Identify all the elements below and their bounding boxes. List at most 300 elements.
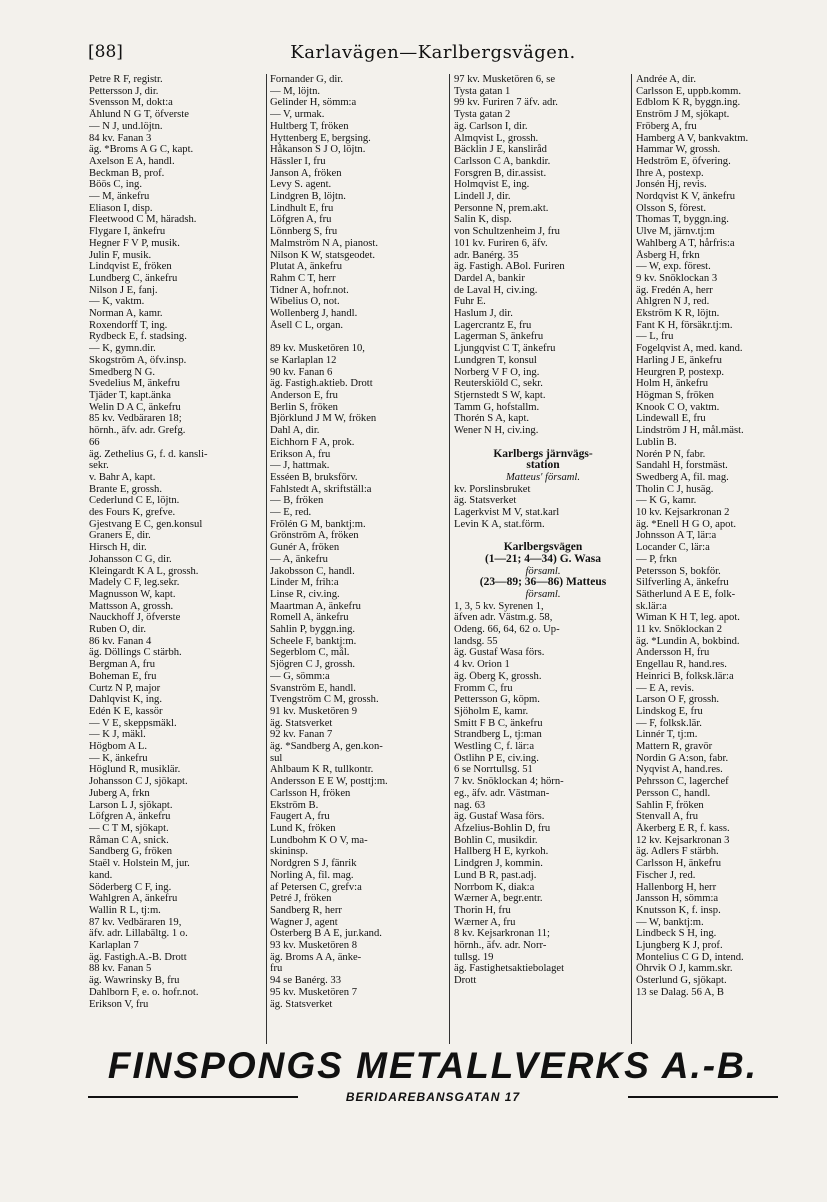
entry-line: 88 kv. Fanan 5	[89, 963, 152, 975]
ad-company-name: FINSPONGS METALLVERKS A.-B.	[107, 1045, 759, 1086]
entry-line: Råman C A, snick.	[89, 834, 169, 846]
entry-line: v. Bahr A, kapt.	[89, 471, 156, 483]
entry-line: Roxendorff T, ing.	[89, 319, 168, 331]
entry-line: Levin K A, stat.förm.	[454, 518, 545, 530]
entry-line: 12 kv. Kejsarkronan 3	[636, 834, 730, 846]
entry-line: Julin F, musik.	[89, 249, 152, 261]
entry-line: Matteus' församl.	[505, 471, 581, 483]
entry-line: Fuhr E.	[454, 296, 486, 308]
entry-line: Tholin C J, husäg.	[636, 483, 714, 495]
entry-line: äg. Statsverket	[270, 717, 333, 729]
entry-line: Grönström A, fröken	[270, 530, 359, 542]
entry-line: Dardel A, bankir	[454, 272, 525, 284]
entry-line: Nilson K W, statsgeodet.	[270, 249, 376, 261]
entry-line: Andrée A, dir.	[636, 74, 697, 85]
page-number: [88]	[88, 42, 123, 62]
entry-line: Lund B R, past.adj.	[454, 869, 537, 881]
entry-line: — J, hattmak.	[270, 460, 330, 472]
entry-line: Curtz N P, major	[89, 682, 161, 694]
entry-line: äg. Carlson I, dir.	[454, 120, 528, 132]
entry-line: äg. *Broms A G C, kapt.	[89, 144, 194, 156]
entry-line: Ekström B.	[270, 799, 319, 811]
entry-line: hörnh., äfv. adr. Norr-	[454, 940, 547, 952]
entry-line: 93 kv. Musketören 8	[270, 940, 357, 952]
entry-line: Gelinder H, sömm:a	[270, 97, 357, 109]
entry-line: äg. Zethelius G, f. d. kansli-	[89, 448, 208, 460]
entry-line: Ekström K R, löjtn.	[636, 308, 720, 320]
entry-line: 1, 3, 5 kv. Syrenen 1,	[454, 600, 544, 612]
entry-line: äg. Fastighetsaktiebolaget	[454, 963, 565, 975]
entry-line: äg. Broms A A, änke-	[270, 951, 362, 963]
entry-line: 99 kv. Furiren 7 äfv. adr.	[454, 97, 558, 109]
column-1	[89, 74, 275, 1044]
entry-line: Nilson J E, fanj.	[89, 284, 158, 296]
entry-line: Carlsson H, änkefru	[636, 858, 722, 870]
entry-line: Johansson C G, dir.	[89, 553, 172, 565]
entry-line: Bäcklin J E, kansliråd	[454, 144, 547, 156]
entry-line: 92 kv. Fanan 7	[270, 729, 333, 741]
entry-line: Hallenborg H, herr	[636, 881, 717, 893]
entry-line: — K, gymn.dir.	[89, 343, 156, 355]
entry-line: Sandahl H, forstmäst.	[636, 460, 728, 472]
entry-line: 4 kv. Orion 1	[454, 659, 510, 671]
entry-line: äg. Fastigh.aktieb. Drott	[270, 378, 373, 390]
entry-line: Johnsson A T, lär:a	[636, 530, 717, 542]
entry-line: 86 kv. Fanan 4	[89, 635, 152, 647]
entry-line: Ljungqvist C T, änkefru	[454, 343, 556, 355]
entry-line: Carlsson E, uppb.komm.	[636, 85, 742, 97]
entry-line: skininsp.	[270, 846, 308, 858]
entry-line: — G, sömm:a	[270, 670, 330, 682]
entry-line: Wibelius O, not.	[270, 296, 340, 308]
page-title: Karlavägen—Karlbergsvägen.	[290, 42, 576, 63]
entry-line: Jakobsson C, handl.	[270, 565, 355, 577]
entry-line: Westling C, f. lär:a	[454, 741, 535, 753]
entry-line: Östlihn P E, civ.ing.	[454, 752, 539, 764]
entry-line: Swedberg A, fil. mag.	[636, 471, 729, 483]
entry-line: Hammar W, grossh.	[636, 144, 721, 156]
entry-line: Lagerkvist M V, stat.karl	[454, 507, 560, 519]
entry-line: de Laval H, civ.ing.	[454, 284, 538, 296]
entry-line: Lagerman S, änkefru	[454, 331, 544, 343]
entry-line: — V, urmak.	[270, 109, 325, 121]
entry-line: Nordqvist K V, änkefru	[636, 191, 736, 203]
entry-line: äfven adr. Västm.g. 58,	[454, 612, 553, 624]
entry-line: Andersson E E W, posttj:m.	[270, 776, 388, 788]
entry-line: 87 kv. Vedbäraren 19,	[89, 916, 182, 928]
entry-line: Bergman A, fru	[89, 659, 156, 671]
entry-line: Hultberg T, fröken	[270, 120, 349, 132]
entry-line: Norén P N, fabr.	[636, 448, 706, 460]
entry-line: Flygare I, änkefru	[89, 226, 166, 238]
entry-line: 8 kv. Kejsarkronan 11;	[454, 928, 551, 940]
entry-line: Fleetwood C M, häradsh.	[89, 214, 197, 226]
entry-line: Kleingardt K A L, grossh.	[89, 565, 199, 577]
entry-line: Malmström N A, pianost.	[270, 237, 378, 249]
entry-line: Löfgren A, fru	[270, 214, 332, 226]
entry-line: Staël v. Holstein M, jur.	[89, 858, 190, 870]
entry-line: Eliason I, disp.	[89, 202, 153, 214]
entry-line: äg. Statsverket	[454, 495, 517, 507]
entry-line: Norling A, fil. mag.	[270, 869, 354, 881]
entry-line: Edén K E, kassör	[89, 705, 163, 717]
entry-line: Levy S. agent.	[270, 179, 332, 191]
entry-line: Segerblom C, mål.	[270, 647, 350, 659]
entry-line: Svedelius M, änkefru	[89, 378, 180, 390]
entry-line: Strandberg L, tj:man	[454, 729, 542, 741]
entry-line: Odeng. 66, 64, 62 o. Up-	[454, 624, 560, 636]
entry-line: Lindström J H, mål.mäst.	[636, 425, 744, 437]
entry-line: (23—89; 36—86) Matteus	[479, 577, 607, 589]
ad-address: BERIDAREBANSGATAN 17	[340, 1090, 526, 1104]
entry-line: Heurgren P, postexp.	[636, 366, 725, 378]
entry-line: Svensson M, dokt:a	[89, 97, 173, 109]
entry-line: se Karlaplan 12	[270, 354, 337, 366]
entry-line: Sahlin P, byggn.ing.	[270, 624, 356, 636]
entry-line: äg. Gustaf Wasa förs.	[454, 811, 545, 823]
entry-line: Jonsén Hj, revis.	[636, 179, 707, 191]
entry-line: — E, red.	[270, 507, 312, 519]
entry-line: äg. Fastigh. ABol. Furiren	[454, 261, 565, 273]
entry-line: Erikson V, fru	[89, 998, 149, 1010]
entry-line: Welin D A C, änkefru	[89, 401, 181, 413]
entry-line: äg. *Enell H G O, apot.	[636, 518, 737, 530]
entry-line: Smedberg N G.	[89, 366, 156, 378]
entry-line: Ulve M, järnv.tj:m	[636, 226, 715, 238]
entry-line: Höglund R, musiklär.	[89, 764, 181, 776]
entry-line: Mattern R, gravör	[636, 741, 713, 753]
ad-rule-left	[88, 1096, 298, 1098]
entry-line: Berlin S, fröken	[270, 401, 338, 413]
entry-line: Högbom A L.	[89, 741, 147, 753]
entry-line: Tysta gatan 1	[454, 85, 511, 97]
advertisement	[88, 1046, 778, 1104]
entry-line: Almqvist L, grossh.	[454, 132, 539, 144]
entry-line: Fahlstedt A, skriftställ:a	[270, 483, 372, 495]
entry-line: Esséen B, bruksförv.	[270, 471, 358, 483]
entry-line: Stjernstedt S W, kapt.	[454, 389, 546, 401]
entry-line: 91 kv. Musketören 9	[270, 705, 357, 717]
entry-line: Brante E, grossh.	[89, 483, 162, 495]
entry-line: Hamberg A V, bankvaktm.	[636, 132, 749, 144]
entry-line: Frölén G M, banktj:m.	[270, 518, 366, 530]
entry-line: Fant K H, försäkr.tj:m.	[636, 319, 733, 331]
entry-line: äg. Gustaf Wasa förs.	[454, 647, 545, 659]
entry-line: Linse R, civ.ing.	[270, 588, 340, 600]
entry-line: Lindhult E, fru	[270, 202, 334, 214]
entry-line: — V E, skeppsmäkl.	[89, 717, 177, 729]
entry-line: Petré J, fröken	[270, 893, 332, 905]
entry-line: Lund K, fröken	[270, 823, 336, 834]
entry-line: tullsg. 19	[454, 951, 494, 963]
entry-line: Afzelius-Bohlin D, fru	[454, 823, 551, 834]
entry-line: Salin K, disp.	[454, 214, 512, 226]
entry-line: Nauckhoff J, öfverste	[89, 612, 181, 624]
entry-line: Lundberg C, änkefru	[89, 272, 178, 284]
entry-line: Nordin G A:son, fabr.	[636, 752, 729, 764]
entry-line: Norberg V F O, ing.	[454, 366, 540, 378]
entry-line: Petre R F, registr.	[89, 74, 163, 85]
entry-line: 84 kv. Fanan 3	[89, 132, 152, 144]
entry-line: äg. Öberg K, grossh.	[454, 670, 542, 682]
entry-line: Öhrvik O J, kamm.skr.	[636, 963, 733, 975]
entry-line: — K J, mäkl.	[89, 729, 146, 741]
entry-line: — A, änkefru	[270, 553, 328, 565]
entry-line: station	[526, 460, 560, 472]
entry-line: Hegner F V P, musik.	[89, 237, 180, 249]
entry-line: Lindskog E, fru	[636, 705, 703, 717]
entry-line	[270, 331, 448, 343]
entry-line: Ahlbaum K R, tullkontr.	[270, 764, 374, 776]
entry-line: 101 kv. Furiren 6, äfv.	[454, 237, 548, 249]
entry-line: Pettersson G, köpm.	[454, 694, 540, 706]
entry-line: Ihre A, postexp.	[636, 167, 704, 179]
entry-line: Linnér T, tj:m.	[636, 729, 698, 741]
entry-line: äg. *Lundin A, bokbind.	[636, 635, 740, 647]
entry-line: Lundgren T, konsul	[454, 354, 537, 366]
entry-line: Engellau R, hand.res.	[636, 659, 727, 671]
entry-line: Wollenberg J, handl.	[270, 308, 358, 320]
column-4	[636, 74, 816, 1044]
entry-line: Harling J E, änkefru	[636, 354, 722, 366]
entry-line: äg. Fastigh.A.-B. Drott	[89, 951, 187, 963]
entry-line: Söderberg C F, ing.	[89, 881, 172, 893]
entry-line: Montelius C G D, intend.	[636, 951, 744, 963]
entry-line: — M, änkefru	[89, 191, 150, 203]
entry-line: Wærner A, fru	[454, 916, 516, 928]
entry-line: Personne N, prem.akt.	[454, 202, 549, 214]
entry-line	[454, 437, 632, 449]
entry-line: Lindbeck S H, ing.	[636, 928, 717, 940]
entry-line: Tamm G, hofstallm.	[454, 401, 540, 413]
ad-rule-right	[628, 1096, 778, 1098]
entry-line: Sandberg R, herr	[270, 904, 342, 916]
entry-line: — K, änkefru	[89, 752, 148, 764]
entry-line: Wallin R L, tj:m.	[89, 904, 161, 916]
entry-line: Skogström A, öfv.insp.	[89, 354, 187, 366]
entry-line: Tvengström C M, grossh.	[270, 694, 379, 706]
entry-line: 10 kv. Kejsarkronan 2	[636, 507, 730, 519]
entry-line: Cederlund C E, löjtn.	[89, 495, 180, 507]
entry-line: äfv. adr. Lillabältg. 1 o.	[89, 928, 188, 940]
entry-line: Drott	[454, 975, 477, 987]
entry-line: äg. Fredén A, herr	[636, 284, 713, 296]
entry-line: 66	[89, 436, 100, 448]
entry-line: Lindgren B, löjtn.	[270, 191, 346, 203]
entry-line: Åhlund N G T, öfverste	[89, 109, 189, 121]
entry-line: äg. *Sandberg A, gen.kon-	[270, 741, 383, 753]
entry-line: församl.	[525, 565, 561, 577]
entry-line: Åkerberg E R, f. kass.	[636, 823, 730, 834]
entry-line: Magnusson W, kapt.	[89, 588, 176, 600]
entry-line: von Schultzenheim J, fru	[454, 226, 560, 238]
entry-line: Gjestvang E C, gen.konsul	[89, 518, 203, 530]
column-3	[454, 74, 632, 1044]
entry-line: Ruben O, dir.	[89, 624, 147, 636]
entry-line: Haslum J, dir.	[454, 308, 513, 320]
entry-line: Håkanson S J O, löjtn.	[270, 144, 366, 156]
entry-line: landsg. 55	[454, 635, 498, 647]
entry-line: Dahlqvist K, ing.	[89, 694, 162, 706]
entry-line: 13 se Dalag. 56 A, B	[636, 986, 724, 998]
entry-line: Holm H, änkefru	[636, 378, 709, 390]
entry-line: Åsell C L, organ.	[270, 319, 344, 331]
entry-line: Locander C, lär:a	[636, 542, 710, 554]
entry-line: Knutsson K, f. insp.	[636, 904, 721, 916]
entry-line: Plutat A, änkefru	[270, 261, 343, 273]
entry-line: — L, fru	[636, 331, 674, 343]
entry-line: Mattsson A, grossh.	[89, 600, 174, 612]
entry-line: Erikson A, fru	[270, 448, 331, 460]
entry-line: 6 se Norrtullsg. 51	[454, 764, 533, 776]
entry-line: Holmqvist E, ing.	[454, 179, 530, 191]
entry-line: Axelson E A, handl.	[89, 155, 175, 167]
entry-line: Bohlin C, musikdir.	[454, 834, 538, 846]
entry-line: — K G, kamr.	[636, 495, 697, 507]
entry-line: äg. Döllings C stärbh.	[89, 647, 182, 659]
entry-line: nag. 63	[454, 799, 486, 811]
entry-line: Dahl A, dir.	[270, 425, 320, 437]
entry-line: Andersson H, fru	[636, 647, 710, 659]
entry-line: Österlund G, sjökapt.	[636, 975, 727, 987]
entry-line: Maartman A, änkefru	[270, 600, 361, 612]
entry-line: — M, löjtn.	[270, 85, 321, 97]
entry-line: — N J, und.löjtn.	[89, 120, 163, 132]
entry-line: 85 kv. Vedbäraren 18;	[89, 413, 182, 425]
entry-line: Carlsson H, fröken	[270, 787, 351, 799]
entry-line: — E A, revis.	[636, 682, 694, 694]
entry-line: Fischer J, red.	[636, 869, 696, 881]
entry-line: Wahlberg A T, hårfris:a	[636, 237, 735, 249]
entry-line: Gunér A, fröken	[270, 542, 340, 554]
entry-line: Pettersson J, dir.	[89, 85, 159, 97]
entry-line: Lindell J, dir.	[454, 191, 511, 203]
entry-line: Löfgren A, änkefru	[89, 811, 171, 823]
entry-line: Smitt F B C, änkefru	[454, 717, 543, 729]
entry-line: Janson A, fröken	[270, 167, 342, 179]
entry-line: sekr.	[89, 460, 109, 472]
entry-line: Fröberg A, fru	[636, 120, 697, 132]
entry-line: 89 kv. Musketören 10,	[270, 343, 365, 355]
entry-line: Fogelqvist A, med. kand.	[636, 343, 743, 355]
entry-line: äg. Adlers F stärbh.	[636, 846, 719, 858]
entry-line	[454, 530, 632, 542]
entry-line: Lagercrantz E, fru	[454, 319, 532, 331]
entry-line: Wærner A, begr.entr.	[454, 893, 543, 905]
entry-line: Ahlgren N J, red.	[636, 296, 710, 308]
entry-line: Åsberg H, frkn	[636, 249, 700, 261]
entry-line: Ljungberg K J, prof.	[636, 940, 723, 952]
entry-line: kv. Porslinsbruket	[454, 483, 531, 495]
entry-line: Lönnberg S, fru	[270, 226, 338, 238]
entry-line: Johansson C J, sjökapt.	[89, 776, 188, 788]
entry-line: — B, fröken	[270, 495, 324, 507]
entry-line: Sätherlund A E E, folk-	[636, 588, 736, 600]
entry-line: Stenvall A, fru	[636, 811, 699, 823]
entry-line: Björklund J M W, fröken	[270, 413, 377, 425]
entry-line: Olsson S, förest.	[636, 202, 707, 214]
entry-line: Reuterskiöld C, sekr.	[454, 378, 543, 390]
entry-line: Norrbom K, diak:a	[454, 881, 535, 893]
ad-address-line	[88, 1088, 778, 1104]
entry-line: 9 kv. Snöklockan 3	[636, 272, 718, 284]
entry-line: Fornander G, dir.	[270, 74, 343, 85]
entry-line: 7 kv. Snöklockan 4; hörn-	[454, 776, 564, 788]
entry-line: Hässler I, fru	[270, 155, 326, 167]
entry-line: — C T M, sjökapt.	[89, 823, 169, 834]
entry-line: Wiman K H T, leg. apot.	[636, 612, 740, 624]
entry-line: sk.lär:a	[636, 600, 667, 612]
entry-line: Lundbohm K O V, ma-	[270, 834, 368, 846]
entry-line: Sjöholm E, kamr.	[454, 705, 529, 717]
entry-line: Faugert A, fru	[270, 811, 330, 823]
entry-line: Scheele F, banktj:m.	[270, 635, 357, 647]
entry-line: Rahm C T, herr	[270, 272, 336, 284]
entry-line: Karlaplan 7	[89, 940, 139, 952]
entry-line: 90 kv. Fanan 6	[270, 366, 333, 378]
entry-line: Madely C F, leg.sekr.	[89, 577, 180, 589]
entry-line: Romell A, änkefru	[270, 612, 349, 624]
entry-line: adr. Banérg. 35	[454, 249, 519, 261]
entry-line: Thomas T, byggn.ing.	[636, 214, 729, 226]
entry-line: Juberg A, frkn	[89, 787, 150, 799]
entry-line: Sjögren C J, grossh.	[270, 659, 356, 671]
entry-line: Wahlgren A, änkefru	[89, 893, 178, 905]
entry-line: Hallberg H E, kyrkoh.	[454, 846, 549, 858]
entry-line: Carlsson C A, bankdir.	[454, 155, 551, 167]
entry-line: des Fours K, grefve.	[89, 507, 176, 519]
entry-line: Högman S, fröken	[636, 389, 714, 401]
entry-line: äg. Statsverket	[270, 998, 333, 1010]
entry-line: Svanström E, handl.	[270, 682, 356, 694]
column-2	[270, 74, 448, 1044]
entry-line: — P, frkn	[636, 553, 677, 565]
entry-line: 11 kv. Snöklockan 2	[636, 624, 723, 636]
entry-line: Anderson E, fru	[270, 389, 338, 401]
entry-line: Forsgren B, dir.assist.	[454, 167, 547, 179]
entry-line: Hyttenberg E, bergsing.	[270, 132, 371, 144]
entry-line: — K, vaktm.	[89, 296, 145, 308]
entry-line: församl.	[525, 588, 561, 600]
entry-line: — F, folksk.lär.	[636, 717, 702, 729]
entry-line: Persson C, handl.	[636, 787, 711, 799]
entry-line: Nordgren S J, fänrik	[270, 858, 357, 870]
entry-line: Petersson S, bokför.	[636, 565, 721, 577]
entry-line: Hedström E, öfvering.	[636, 155, 731, 167]
entry-line: — W, exp. förest.	[636, 261, 711, 273]
entry-line: Tjäder T, kapt.änka	[89, 389, 171, 401]
entry-line: Eichhorn F A, prok.	[270, 436, 355, 448]
entry-line: Rydbeck E, f. stadsing.	[89, 331, 187, 343]
entry-line: Norman A, kamr.	[89, 308, 163, 320]
entry-line: kand.	[89, 869, 113, 881]
entry-line: — W, banktj:m.	[636, 916, 704, 928]
entry-line: Heinrici B, folksk.lär:a	[636, 670, 734, 682]
entry-line: Karlbergs järnvägs-	[493, 448, 593, 460]
entry-line: Wener N H, civ.ing.	[454, 425, 539, 437]
entry-line: Jansson H, sömm:a	[636, 893, 719, 905]
entry-line: Tidner A, hofr.not.	[270, 284, 349, 296]
entry-line: Enström J M, sjökapt.	[636, 109, 730, 121]
entry-line: 97 kv. Musketören 6, se	[454, 74, 556, 85]
entry-line: Beckman B, prof.	[89, 167, 165, 179]
entry-line: 95 kv. Musketören 7	[270, 986, 357, 998]
entry-line: eg., äfv. adr. Västman-	[454, 787, 550, 799]
entry-line: Sahlin F, fröken	[636, 799, 704, 811]
entry-line: Thorin H, fru	[454, 904, 511, 916]
page-header	[88, 42, 778, 68]
entry-line: sul	[270, 752, 283, 764]
